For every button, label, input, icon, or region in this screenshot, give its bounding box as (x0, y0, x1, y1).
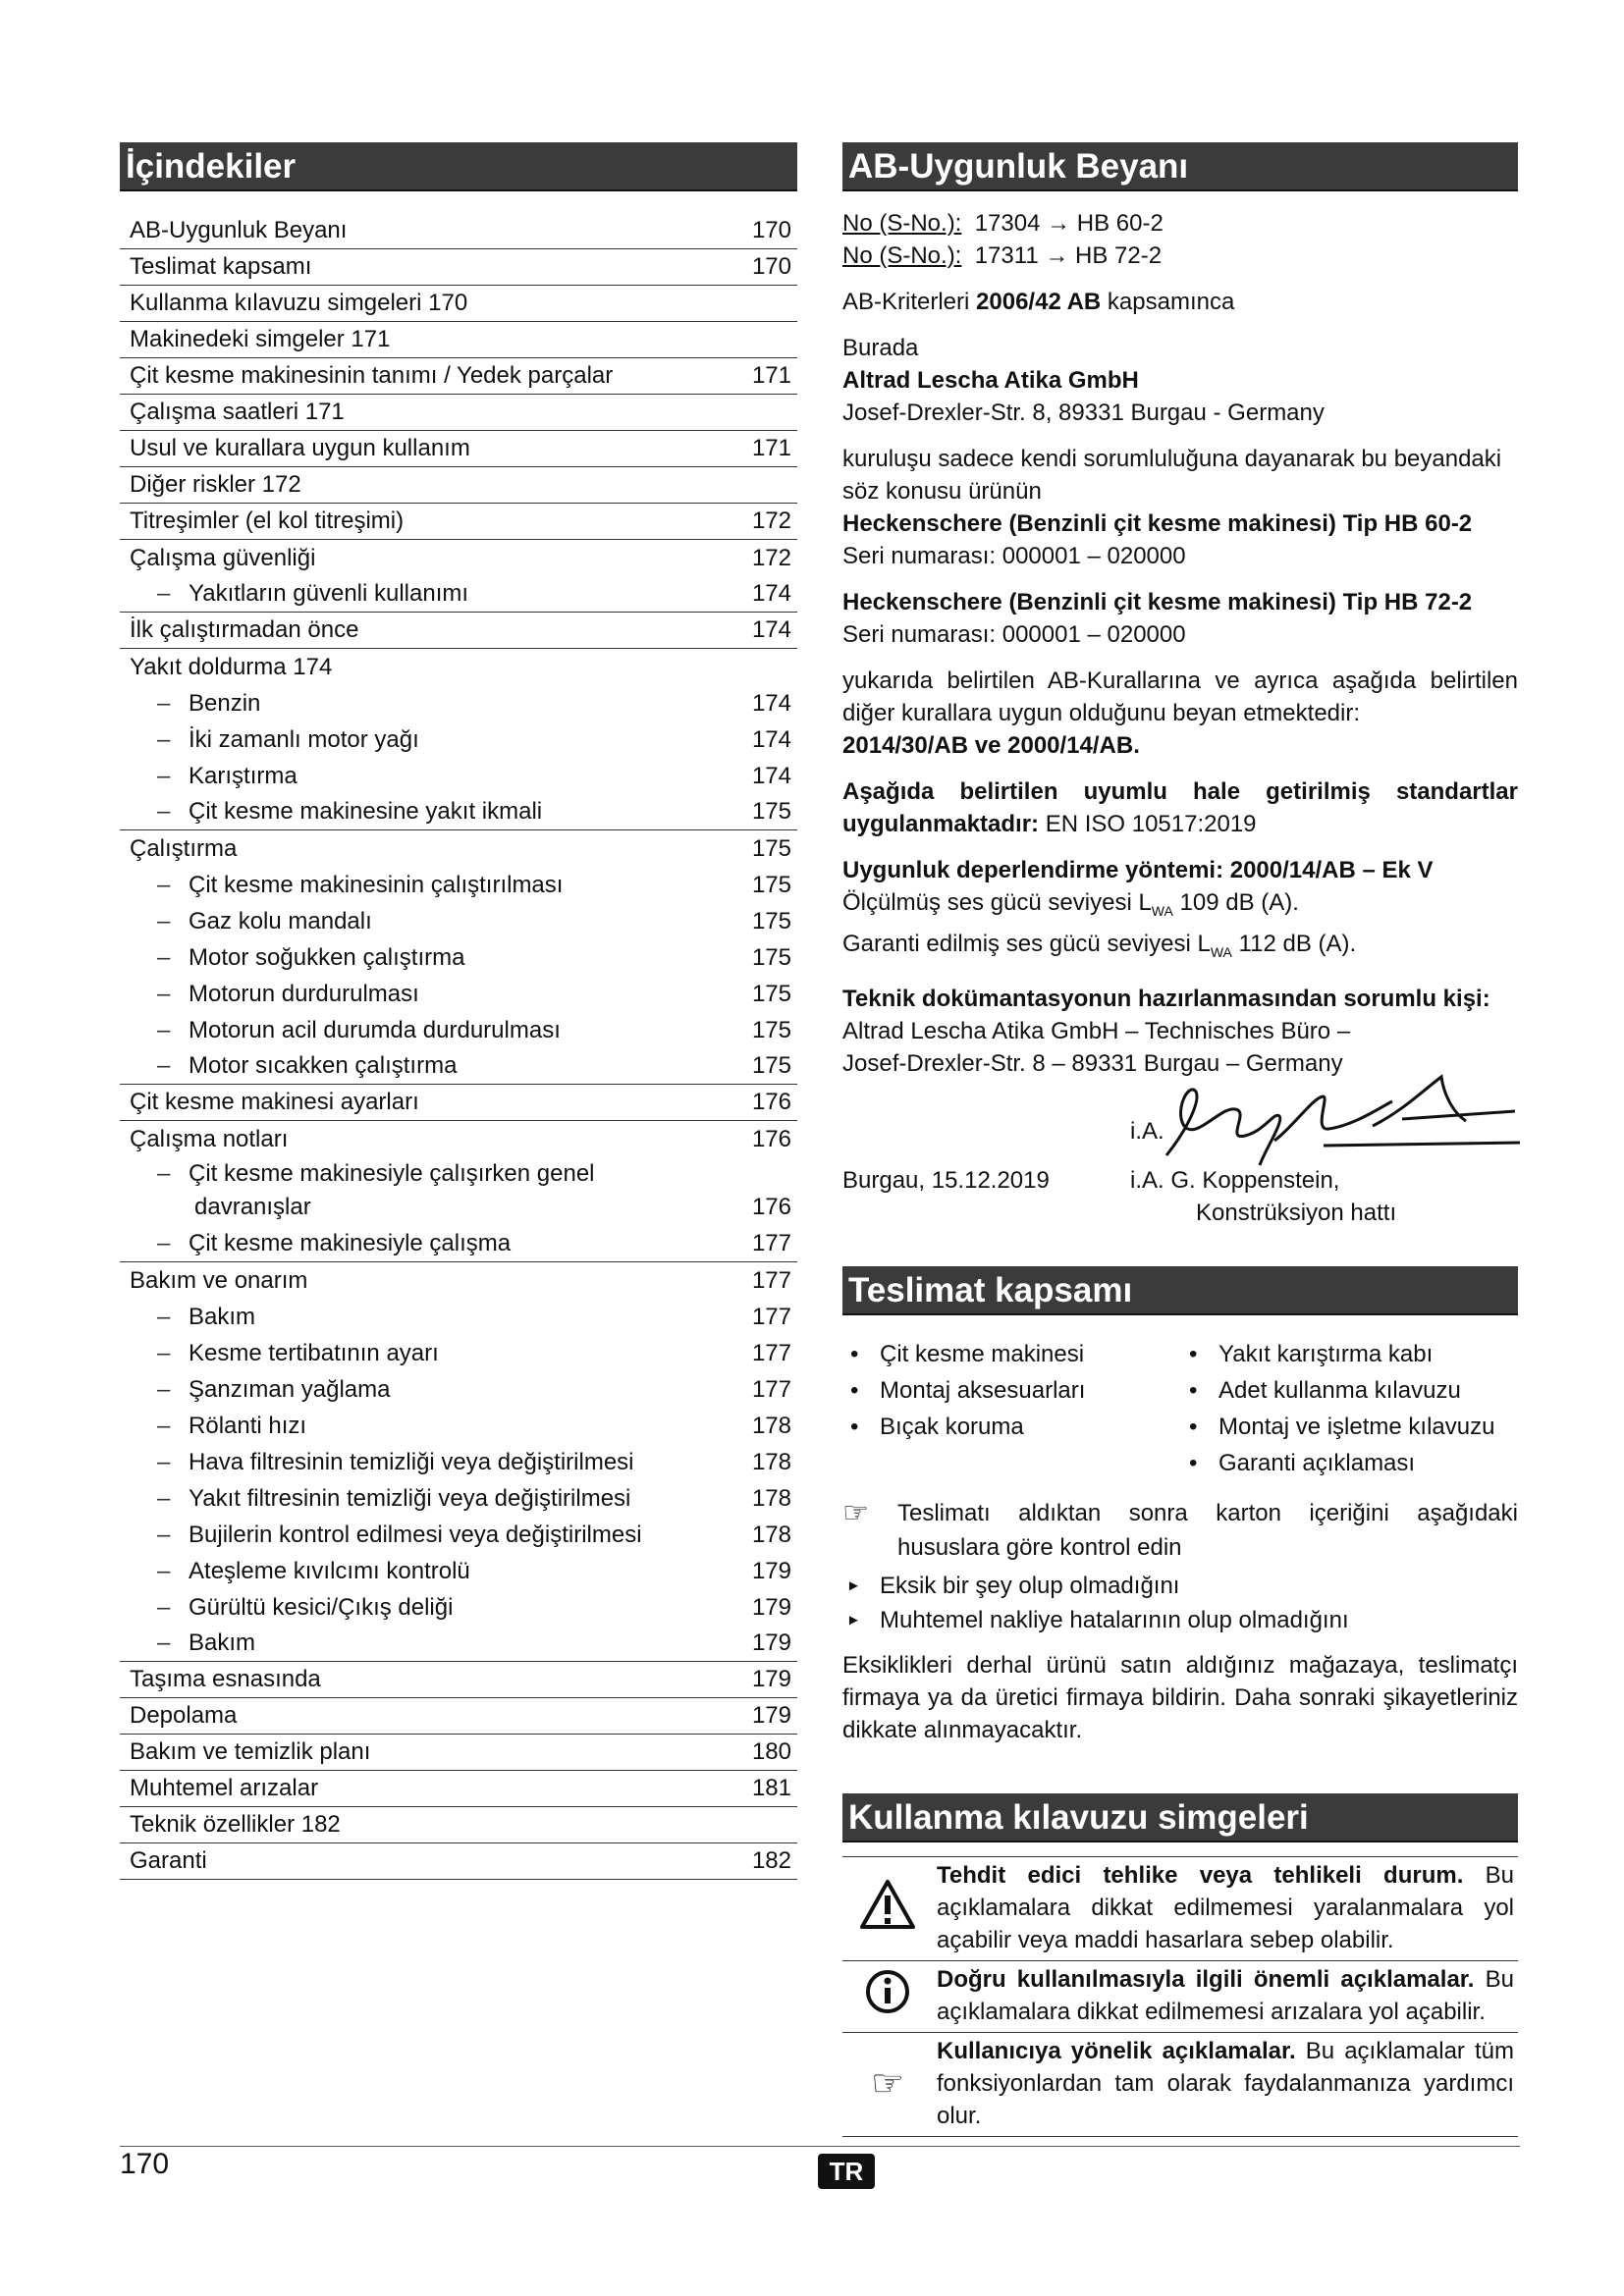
no-value: 17311 → HB 72-2 (974, 242, 1163, 269)
toc-column (120, 142, 797, 1880)
delivery-list (842, 1337, 1518, 1480)
toc-entry-label: Titreşimler (el kol titreşimi) (130, 507, 405, 534)
toc-entry[interactable] (120, 431, 797, 467)
toc-entry-page: 170 (751, 217, 791, 243)
toc-entry-label: Teslimat kapsamı (130, 253, 312, 280)
toc-entry-label: – Bakım (157, 1299, 255, 1335)
toc-entry[interactable] (120, 1121, 797, 1157)
toc-entry-label: Çalışma güvenliği (130, 545, 316, 571)
toc-entry-label: – Motorun acil durumda durdurulması (157, 1012, 561, 1048)
lwa-subscript: WA (1151, 902, 1173, 919)
toc-entry[interactable] (120, 1085, 797, 1121)
toc-entry-label: – Şanzıman yağlama (157, 1371, 390, 1408)
toc-entry-label: – Çit kesme makinesiyle çalışırken genel davranışlar (157, 1157, 705, 1224)
criteria-suffix: kapsamınca (1101, 289, 1235, 315)
toc-entry-page: 175 (751, 944, 791, 971)
content-column (842, 142, 1518, 2137)
toc-entry-page: 174 (751, 616, 791, 643)
delivery-item: • Garanti açıklaması (1181, 1446, 1520, 1480)
toc-entry-page: 175 (751, 835, 791, 862)
toc-entry-label: – Bakım (157, 1625, 255, 1661)
criteria-line (842, 286, 1518, 318)
toc-entry[interactable] (120, 613, 797, 649)
toc-entry-page: 179 (751, 1702, 791, 1729)
delivery-item: • Yakıt karıştırma kabı (1181, 1337, 1520, 1371)
toc-subentry[interactable] (120, 939, 797, 976)
measured-prefix: Ölçülmüş ses gücü seviyesi L (842, 889, 1152, 916)
toc-title: İçindekiler (120, 142, 797, 191)
page-number: 170 (120, 2148, 170, 2180)
toc-entry-label: – Motorun durdurulması (157, 976, 419, 1012)
toc-entry-label: – Hava filtresinin temizliği veya değiştirilmesi (157, 1444, 634, 1480)
warning-triangle-icon (859, 1879, 916, 1930)
product-1: Heckenschere (Benzinli çit kesme makinesi) Tip HB 60-2 (842, 510, 1473, 537)
toc-entry[interactable] (120, 213, 797, 249)
toc-subentry[interactable] (120, 1371, 797, 1408)
company-name: Altrad Lescha Atika GmbH (842, 367, 1139, 394)
toc-entry-page: 175 (751, 798, 791, 825)
toc-entry[interactable] (120, 286, 797, 322)
toc-entry[interactable] (120, 1262, 797, 1299)
toc-entry-page: 171 (751, 435, 791, 461)
symbol-description (933, 1856, 1518, 1960)
toc-entry-page: 177 (751, 1304, 791, 1330)
symbols-row (842, 2032, 1518, 2136)
toc-subentry[interactable] (120, 1335, 797, 1371)
toc-entry-label: AB-Uygunluk Beyanı (130, 217, 348, 243)
criteria-directive: 2006/42 AB (976, 289, 1102, 315)
toc-subentry[interactable] (120, 1444, 797, 1480)
toc-entry-label: – Çit kesme makinesinin çalıştırılması (157, 867, 563, 903)
toc-entry-label: – Ateşleme kıvılcımı kontrolü (157, 1553, 470, 1589)
toc-entry[interactable] (120, 504, 797, 540)
toc-entry[interactable] (120, 1771, 797, 1807)
toc-entry[interactable] (120, 1843, 797, 1880)
symbols-title: Kullanma kılavuzu simgeleri (842, 1793, 1518, 1842)
toc-entry-label: Depolama (130, 1702, 238, 1729)
toc-entry-label: Taşıma esnasında (130, 1666, 321, 1692)
symbol-text: Bu açıklamalara dikkat edilmemesi arızalara yol açabilir. (937, 1965, 1514, 2025)
toc-entry-page: 175 (751, 1052, 791, 1079)
toc-entry-label: Çalışma saatleri 171 (130, 399, 345, 425)
toc-entry-page: 180 (751, 1738, 791, 1765)
toc-subentry[interactable] (120, 1408, 797, 1444)
info-circle-icon (864, 1968, 911, 2015)
measured-suffix: 109 dB (A). (1172, 889, 1299, 916)
pointing-hand-icon: ☞ (842, 1496, 869, 1529)
symbol-text: Bu açıklamalar tüm fonksiyonlardan tam olarak faydalanmanıza yardımcı olur. (937, 2037, 1514, 2129)
delivery-item: • Bıçak koruma (842, 1410, 1181, 1444)
tech-doc-line-2: Josef-Drexler-Str. 8 – 89331 Burgau – Germany (842, 1049, 1343, 1077)
no-value: 17304 → HB 60-2 (974, 210, 1164, 237)
toc-entry-label: – Motor sıcakken çalıştırma (157, 1047, 457, 1084)
toc-entry-page: 178 (751, 1485, 791, 1512)
toc-subentry[interactable] (120, 1157, 797, 1226)
toc-subentry[interactable] (120, 576, 797, 613)
toc-entry[interactable] (120, 649, 797, 685)
pointing-hand-icon: ☞ (870, 2062, 905, 2105)
toc-entry-label: – Kesme tertibatının ayarı (157, 1335, 439, 1371)
rules-directives: 2014/30/AB ve 2000/14/AB. (842, 732, 1140, 759)
toc-subentry[interactable] (120, 1480, 797, 1517)
symbol-title: Tehdit edici tehlike veya tehlikeli durum. (937, 1861, 1464, 1889)
toc-entry-label: Muhtemel arızalar (130, 1775, 319, 1801)
signer-name: i.A. G. Koppenstein, (1130, 1166, 1340, 1194)
declaration-title: AB-Uygunluk Beyanı (842, 142, 1518, 191)
signature-block (842, 1080, 1518, 1227)
toc-entry-label: – Gaz kolu mandalı (157, 903, 372, 939)
toc-entry-page: 178 (751, 1413, 791, 1439)
language-badge: TR (818, 2154, 875, 2189)
toc-subentry[interactable] (120, 976, 797, 1012)
toc-entry-label: – Çit kesme makinesiyle çalışma (157, 1225, 511, 1261)
symbol-title: Kullanıcıya yönelik açıklamalar. (937, 2037, 1296, 2064)
toc-entry-page: 172 (751, 507, 791, 534)
toc-entry-page: 179 (751, 1558, 791, 1584)
toc-subentry[interactable] (120, 867, 797, 903)
standards-line (842, 775, 1518, 840)
toc-entry-label: Makinedeki simgeler 171 (130, 326, 391, 352)
product-2: Heckenschere (Benzinli çit kesme makinesi) Tip HB 72-2 (842, 589, 1473, 615)
toc-entry[interactable] (120, 1807, 797, 1843)
toc-entry-label: – Bujilerin kontrol edilmesi veya değiştirilmesi (157, 1517, 642, 1553)
toc-entry[interactable] (120, 249, 797, 286)
check-item: ► Muhtemel nakliye hatalarının olup olmadığını (842, 1603, 1518, 1637)
guaranteed-sound-level (842, 928, 1518, 969)
symbol-cell (842, 2032, 933, 2136)
toc-entry-label: Bakım ve onarım (130, 1267, 308, 1294)
toc-entry-label: Kullanma kılavuzu simgeleri 170 (130, 290, 468, 316)
standards-value: EN ISO 10517:2019 (1039, 811, 1257, 837)
footer-divider (120, 2146, 1520, 2147)
toc-entry-label: – Çit kesme makinesine yakıt ikmali (157, 793, 542, 829)
toc-subentry[interactable] (120, 1226, 797, 1262)
toc-entry-label: – Karıştırma (157, 758, 298, 794)
toc-entry-page: 175 (751, 1017, 791, 1043)
standards-label: Aşağıda belirtilen uyumlu hale getirilmiş standartlar uygulanmaktadır: (842, 778, 1518, 837)
tech-doc-label: Teknik dokümantasyonun hazırlanmasından sorumlu kişi: (842, 985, 1490, 1012)
symbols-row (842, 1856, 1518, 1960)
no-label: No (S-No.): (842, 242, 962, 269)
toc-entry-page: 171 (751, 362, 791, 389)
toc-entry[interactable] (120, 540, 797, 576)
complaint-text: Eksiklikleri derhal ürünü satın aldığınız mağazaya, teslimatçı firmaya ya da üretici firmaya bildirin. Daha sonraki şikayetleriniz dikkate alınmayacaktır. (842, 1651, 1518, 1743)
symbols-row (842, 1960, 1518, 2032)
toc-entry-page: 177 (751, 1230, 791, 1256)
toc-entry-page: 172 (751, 545, 791, 571)
delivery-item: • Montaj aksesuarları (842, 1373, 1181, 1408)
toc-entry-page: 174 (751, 763, 791, 789)
toc-entry[interactable] (120, 467, 797, 504)
toc-entry-label: Çit kesme makinesi ayarları (130, 1089, 419, 1115)
check-item: ► Eksik bir şey olup olmadığını (842, 1569, 1518, 1603)
place-date: Burgau, 15.12.2019 (842, 1166, 1050, 1194)
toc-subentry[interactable] (120, 1517, 797, 1553)
toc-subentry[interactable] (120, 1012, 797, 1048)
symbol-text: Bu açıklamalara dikkat edilmemesi yaralanmalara yol açabilir veya maddi hasarlara sebep olabilir. (937, 1861, 1514, 1953)
toc-entry-label: Diğer riskler 172 (130, 471, 301, 498)
toc-entry-page: 177 (751, 1376, 791, 1403)
criteria-prefix: AB-Kriterleri (842, 289, 977, 315)
lwa-subscript: WA (1210, 943, 1232, 960)
toc-entry[interactable] (120, 1662, 797, 1698)
toc-entry-page: 181 (751, 1775, 791, 1801)
toc-subentry[interactable] (120, 758, 797, 794)
serial-line-1 (842, 207, 1518, 240)
responsibility-text: kuruluşu sadece kendi sorumluluğuna dayanarak bu beyandaki söz konusu ürünün (842, 446, 1502, 505)
toc-entry-page: 175 (751, 908, 791, 934)
toc-entry-label: İlk çalıştırmadan önce (130, 616, 359, 643)
toc-entry-page: 178 (751, 1522, 791, 1548)
toc-entry-label: Çalışma notları (130, 1126, 289, 1152)
no-label: No (S-No.): (842, 210, 962, 237)
here-text: Burada (842, 335, 919, 361)
toc-entry-page: 176 (751, 1089, 791, 1115)
toc-entry-page: 179 (751, 1666, 791, 1692)
toc-entry-page: 178 (751, 1449, 791, 1475)
toc-entry-label: – Gürültü kesici/Çıkış deliği (157, 1589, 453, 1626)
guaranteed-prefix: Garanti edilmiş ses gücü seviyesi L (842, 930, 1211, 957)
toc-entry-label: Çit kesme makinesinin tanımı / Yedek parçalar (130, 362, 614, 389)
symbol-title: Doğru kullanılmasıyla ilgili önemli açıklamalar. (937, 1965, 1475, 1993)
toc-entry-label: Garanti (130, 1847, 207, 1874)
guaranteed-suffix: 112 dB (A). (1231, 930, 1357, 957)
toc-entry-page: 174 (751, 580, 791, 607)
toc-entry-page: 170 (751, 253, 791, 280)
delivery-item: • Montaj ve işletme kılavuzu (1181, 1410, 1520, 1444)
toc-subentry[interactable] (120, 794, 797, 830)
toc-subentry[interactable] (120, 1553, 797, 1589)
symbol-cell (842, 1856, 933, 1960)
toc-subentry[interactable] (120, 685, 797, 721)
toc-entry-label: Çalıştırma (130, 835, 238, 862)
toc-entry-page: 176 (751, 1126, 791, 1152)
toc-subentry[interactable] (120, 1589, 797, 1626)
serial-line-2 (842, 240, 1518, 272)
toc-entry-label: – Yakıt filtresinin temizliği veya değiştirilmesi (157, 1480, 630, 1517)
delivery-title: Teslimat kapsamı (842, 1266, 1518, 1315)
delivery-item: • Adet kullanma kılavuzu (1181, 1373, 1520, 1408)
toc-subentry[interactable] (120, 1048, 797, 1085)
declaration-body (842, 207, 1518, 1227)
symbol-description (933, 2032, 1518, 2136)
toc-entry-page: 182 (751, 1847, 791, 1874)
toc-entry-page: 179 (751, 1629, 791, 1656)
toc-entry-label: Usul ve kurallara uygun kullanım (130, 435, 470, 461)
company-address: Josef-Drexler-Str. 8, 89331 Burgau - Germany (842, 400, 1325, 426)
toc-entry[interactable] (120, 1735, 797, 1771)
toc-subentry[interactable] (120, 1626, 797, 1662)
serial-range-1: Seri numarası: 000001 – 020000 (842, 543, 1186, 569)
toc-entry-page: 177 (751, 1340, 791, 1366)
delivery-item: • Çit kesme makinesi (842, 1337, 1181, 1371)
toc-entry-label: – İki zamanlı motor yağı (157, 721, 419, 758)
measured-sound-level (842, 886, 1518, 928)
toc-subentry[interactable] (120, 721, 797, 758)
toc-subentry[interactable] (120, 903, 797, 939)
toc-entry[interactable] (120, 358, 797, 395)
toc-entry[interactable] (120, 1698, 797, 1735)
ia-label: i.A. (1130, 1117, 1164, 1145)
serial-range-2: Seri numarası: 000001 – 020000 (842, 621, 1186, 648)
symbol-description (933, 1960, 1518, 2032)
toc-entry-page: 179 (751, 1594, 791, 1621)
delivery-note-text: Teslimatı aldıktan sonra karton içeriğini aşağıdaki hususlara göre kontrol edin (897, 1499, 1518, 1561)
toc-entry-page: 177 (751, 1267, 791, 1294)
rules-text: yukarıda belirtilen AB-Kurallarına ve ayrıca aşağıda belirtilen diğer kurallara uygun olduğunu beyan etmektedir: (842, 667, 1518, 726)
toc-entry-label: Teknik özellikler 182 (130, 1811, 341, 1838)
delivery-note (842, 1496, 1518, 1565)
toc-entry-label: Bakım ve temizlik planı (130, 1738, 371, 1765)
toc-entry-page: 174 (751, 726, 791, 753)
toc-entry-label: – Benzin (157, 685, 260, 721)
tech-doc-line-1: Altrad Lescha Atika GmbH – Technisches Büro – (842, 1017, 1351, 1044)
toc-entry-label: – Motor soğukken çalıştırma (157, 939, 464, 976)
toc-list (120, 213, 797, 1880)
toc-entry-page: 176 (751, 1194, 791, 1220)
assessment-method: Uygunluk deperlendirme yöntemi: 2000/14/AB – Ek V (842, 857, 1434, 883)
symbols-table (842, 1856, 1518, 2137)
toc-entry-page: 175 (751, 872, 791, 898)
signer-role: Konstrüksiyon hattı (1196, 1199, 1397, 1226)
toc-entry[interactable] (120, 395, 797, 431)
toc-entry-label: – Yakıtların güvenli kullanımı (157, 575, 468, 612)
toc-subentry[interactable] (120, 1299, 797, 1335)
toc-entry-label: – Rölanti hızı (157, 1408, 306, 1444)
toc-entry[interactable] (120, 830, 797, 867)
toc-entry-label: Yakıt doldurma 174 (130, 654, 333, 680)
symbol-cell (842, 1960, 933, 2032)
toc-entry-page: 175 (751, 981, 791, 1007)
toc-entry[interactable] (120, 322, 797, 358)
toc-entry-page: 174 (751, 690, 791, 717)
